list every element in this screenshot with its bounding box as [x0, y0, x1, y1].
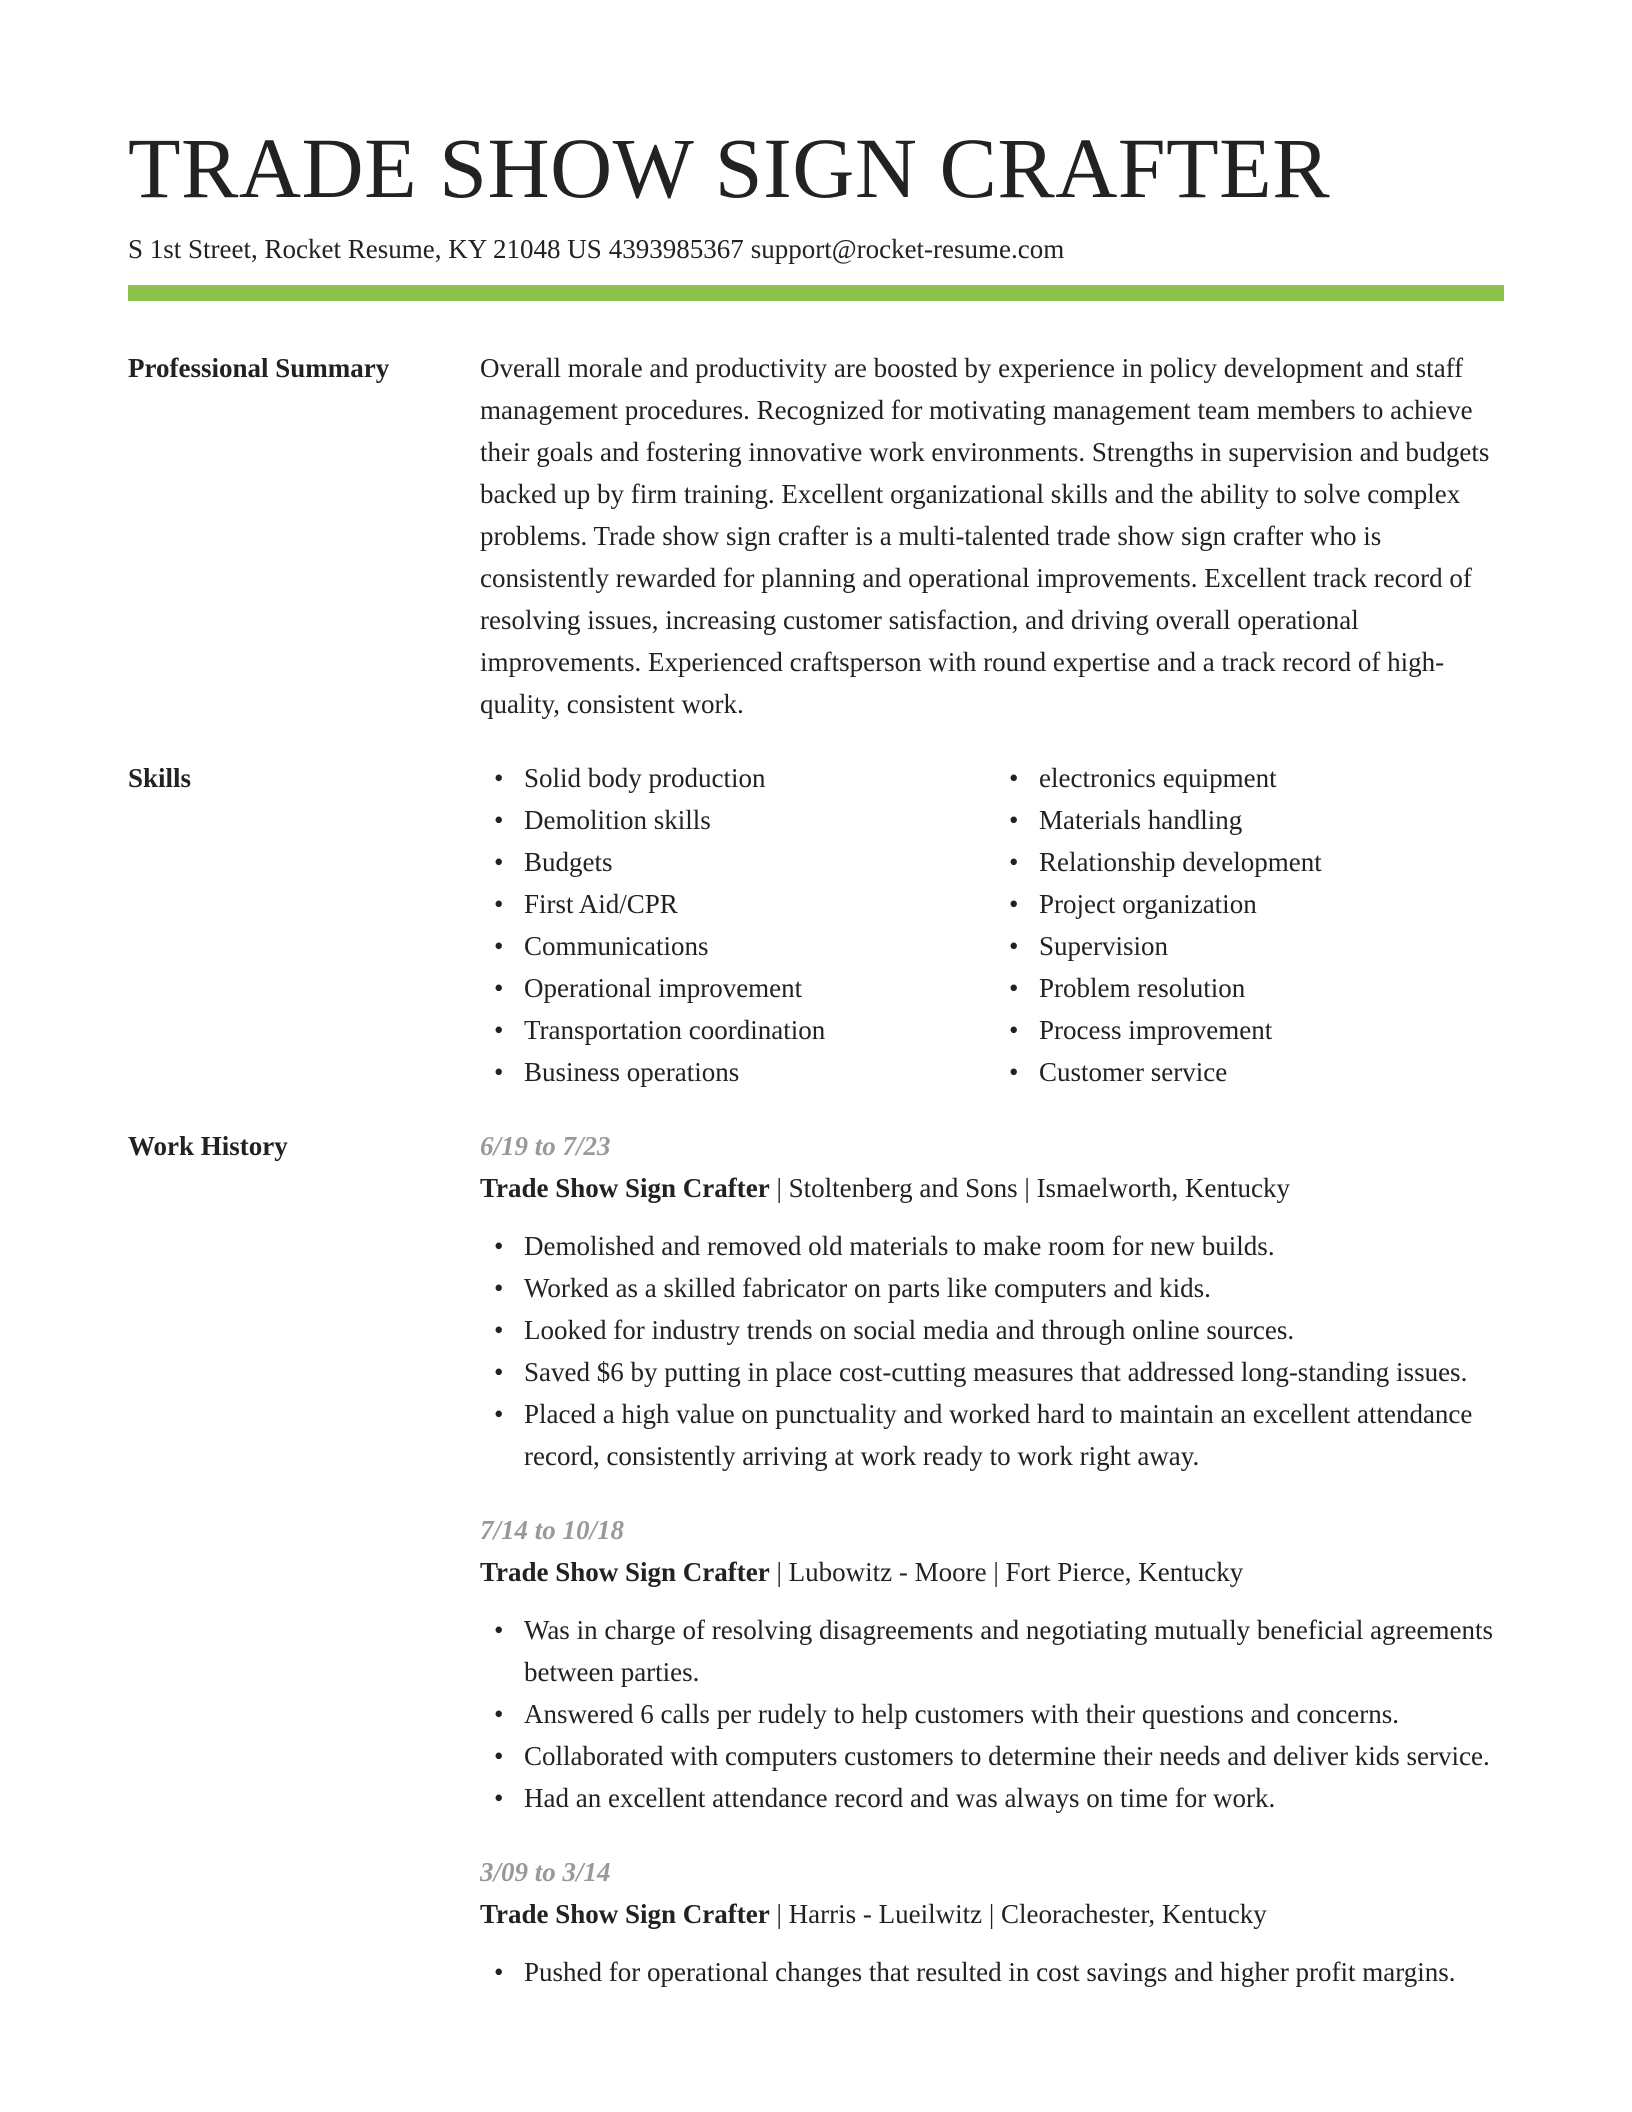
skill-item: • Supervision [1039, 925, 1510, 967]
contact-phone: 4393985367 [608, 234, 744, 264]
skill-item: • Business operations [524, 1051, 995, 1093]
contact-email: support@rocket-resume.com [750, 234, 1065, 264]
skills-list-left [480, 757, 995, 1093]
header-divider [128, 285, 1504, 301]
skill-item: • Demolition skills [524, 799, 995, 841]
skill-item: • Operational improvement [524, 967, 995, 1009]
skill-item: • Process improvement [1039, 1009, 1510, 1051]
skill-item: • Transportation coordination [524, 1009, 995, 1051]
summary-heading: Professional Summary [128, 353, 390, 383]
skill-item: • Budgets [524, 841, 995, 883]
job-bullet: • Looked for industry trends on social media and through online sources. [524, 1309, 1510, 1351]
job-bullet: • Had an excellent attendance record and was always on time for work. [524, 1777, 1510, 1819]
skill-item: • First Aid/CPR [524, 883, 995, 925]
job-title: Trade Show Sign Crafter [480, 1899, 770, 1929]
job-bullet: • Demolished and removed old materials to make room for new builds. [524, 1225, 1510, 1267]
skill-item: • Project organization [1039, 883, 1510, 925]
job-bullets [480, 1609, 1510, 1819]
summary-text: Overall morale and productivity are boosted by experience in policy development and staff management procedures. Recognized for motivating management team members to achieve their goals and fostering innovative work environments. Strengths in supervision and budgets backed up by firm training. Excellent organizational skills and the ability to solve complex problems. Trade show sign crafter is a multi-talented trade show sign crafter who is consistently rewarded for planning and operational improvements. Excellent track record of resolving issues, increasing customer satisfaction, and driving overall operational improvements. Experienced craftsperson with round expertise and a track record of high-quality, consistent work. [480, 353, 1490, 719]
job-bullets [480, 1951, 1510, 1993]
job-location: Cleorachester, Kentucky [1001, 1899, 1267, 1929]
job-title: Trade Show Sign Crafter [480, 1557, 770, 1587]
job-entry [480, 1509, 1510, 1819]
job-heading: Trade Show Sign Crafter | Harris - Lueilwitz | Cleorachester, Kentucky [480, 1899, 1267, 1929]
skill-item: • Materials handling [1039, 799, 1510, 841]
skill-item: • Problem resolution [1039, 967, 1510, 1009]
job-bullet: • Placed a high value on punctuality and worked hard to maintain an excellent attendance record, consistently arriving at work ready to work right away. [524, 1393, 1510, 1477]
job-heading: Trade Show Sign Crafter | Lubowitz - Moore | Fort Pierce, Kentucky [480, 1557, 1244, 1587]
job-dates: 7/14 to 10/18 [480, 1515, 625, 1545]
job-company: Lubowitz - Moore [788, 1557, 987, 1587]
work-history-heading: Work History [128, 1131, 288, 1161]
job-bullet: • Worked as a skilled fabricator on parts like computers and kids. [524, 1267, 1510, 1309]
resume-name: TRADE SHOW SIGN CRAFTER [128, 120, 1331, 216]
job-title: Trade Show Sign Crafter [480, 1173, 770, 1203]
job-company: Stoltenberg and Sons [788, 1173, 1018, 1203]
job-dates: 6/19 to 7/23 [480, 1131, 611, 1161]
job-heading: Trade Show Sign Crafter | Stoltenberg and Sons | Ismaelworth, Kentucky [480, 1173, 1290, 1203]
contact-address: S 1st Street, Rocket Resume, KY 21048 US [128, 234, 602, 264]
skills-heading: Skills [128, 763, 192, 793]
job-bullets [480, 1225, 1510, 1477]
job-bullet: • Collaborated with computers customers to determine their needs and deliver kids service. [524, 1735, 1510, 1777]
job-dates: 3/09 to 3/14 [480, 1857, 611, 1887]
job-bullet: • Answered 6 calls per rudely to help customers with their questions and concerns. [524, 1693, 1510, 1735]
job-entry [480, 1851, 1510, 1993]
skill-item: • Solid body production [524, 757, 995, 799]
skill-item: • electronics equipment [1039, 757, 1510, 799]
job-bullet: • Was in charge of resolving disagreements and negotiating mutually beneficial agreements between parties. [524, 1609, 1510, 1693]
job-company: Harris - Lueilwitz [788, 1899, 983, 1929]
job-location: Ismaelworth, Kentucky [1036, 1173, 1290, 1203]
contact-line [128, 232, 1064, 266]
skill-item: • Communications [524, 925, 995, 967]
skills-list-right [995, 757, 1510, 1093]
job-location: Fort Pierce, Kentucky [1005, 1557, 1244, 1587]
jobs-list [480, 1125, 1510, 2025]
job-bullet: • Saved $6 by putting in place cost-cutting measures that addressed long-standing issues. [524, 1351, 1510, 1393]
skill-item: • Customer service [1039, 1051, 1510, 1093]
job-bullet: • Pushed for operational changes that resulted in cost savings and higher profit margins. [524, 1951, 1510, 1993]
skill-item: • Relationship development [1039, 841, 1510, 883]
job-entry [480, 1125, 1510, 1477]
